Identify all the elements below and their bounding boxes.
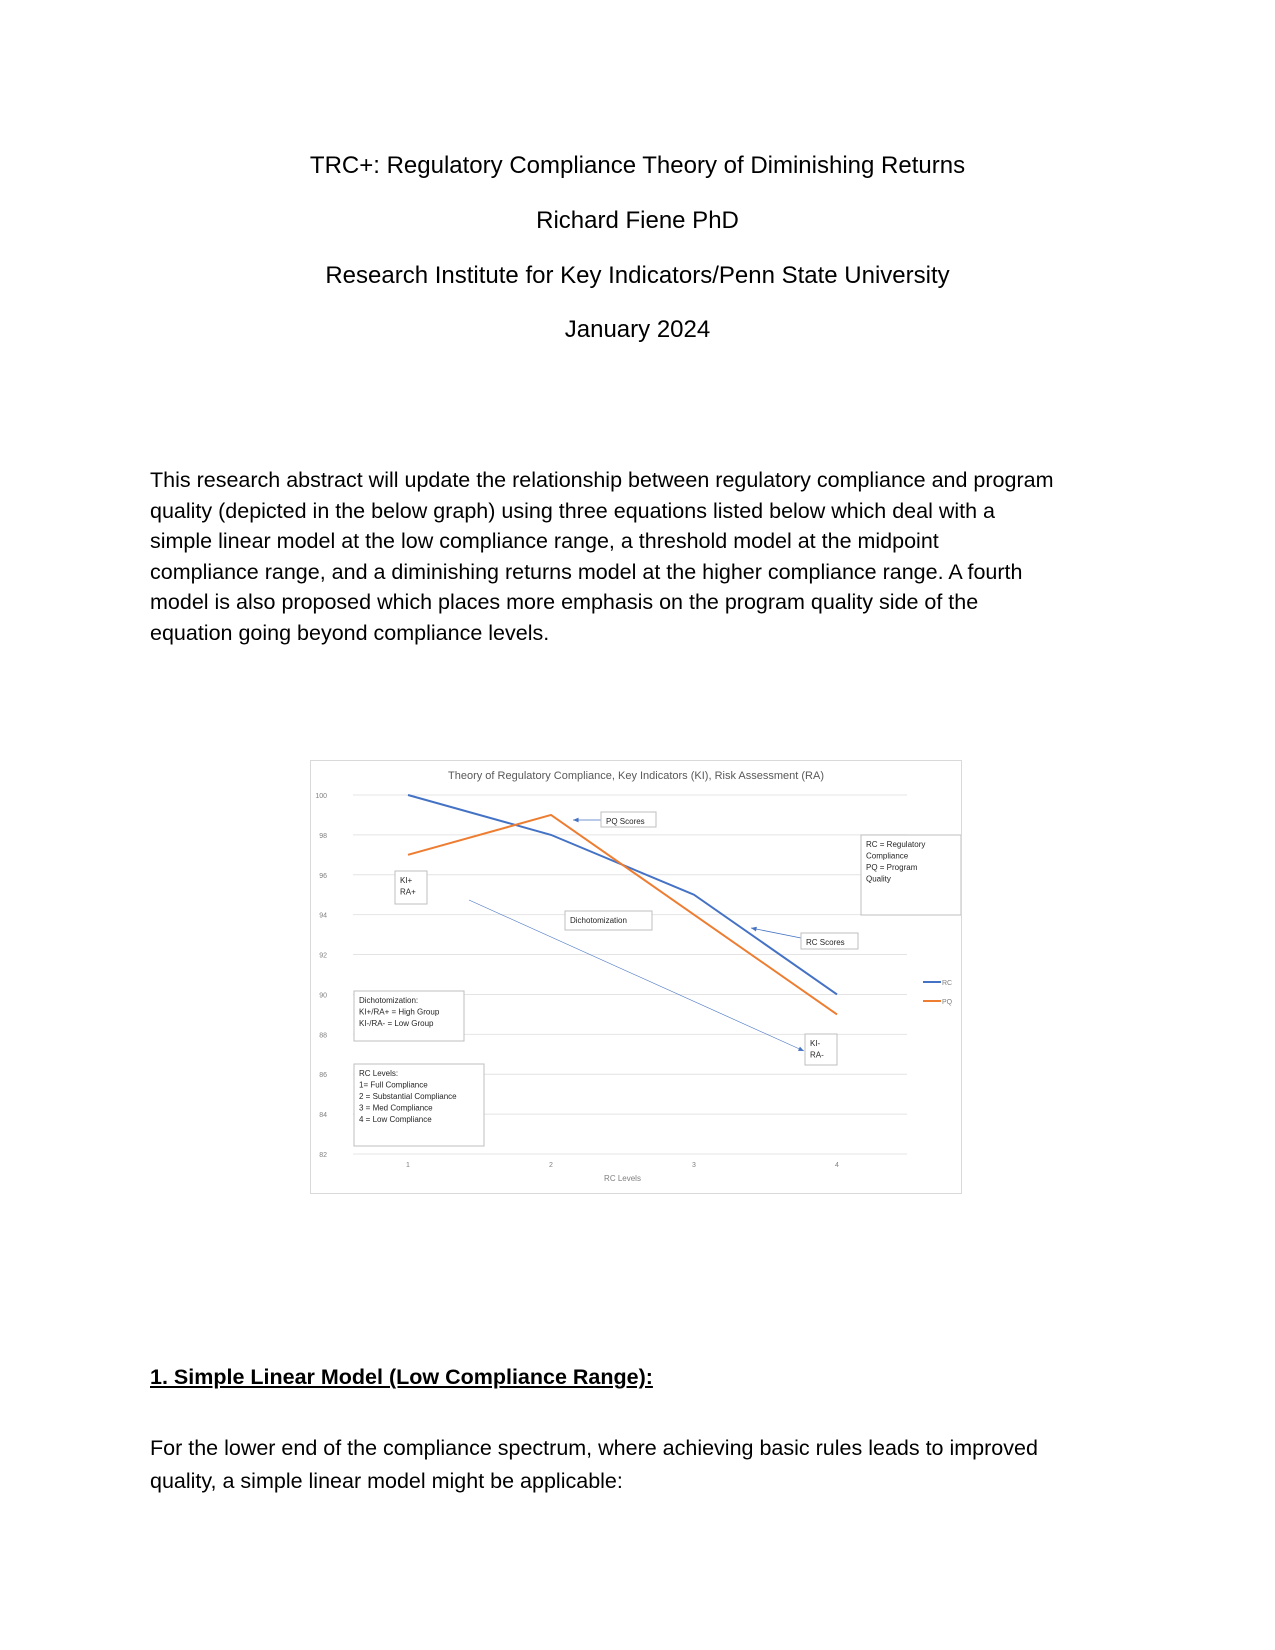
- x-tick-label: 1: [406, 1162, 410, 1169]
- dichotomization-box-text: KI+/RA+ = High Group: [359, 1007, 440, 1017]
- y-tick-label: 94: [319, 912, 327, 920]
- definitions-box-text: RC = Regulatory: [866, 840, 926, 849]
- ki-plus-label-text: KI+: [400, 876, 413, 885]
- document-title: TRC+: Regulatory Compliance Theory of Diminishing Returns: [309, 152, 966, 179]
- pq-scores-label-text: PQ Scores: [606, 817, 645, 826]
- definitions-box-text: Compliance: [866, 851, 909, 861]
- y-tick-label: 84: [319, 1112, 327, 1120]
- abstract-line: model is also proposed which places more emphasis on the program quality side of the: [150, 590, 979, 614]
- x-tick-label: 4: [835, 1162, 839, 1169]
- affiliation: Research Institute for Key Indicators/Penn State University: [325, 262, 950, 289]
- chart-canvas: [311, 761, 961, 1193]
- rc-levels-box-text: 3 = Med Compliance: [359, 1103, 433, 1113]
- dichotomization-label-text: Dichotomization: [570, 916, 627, 925]
- x-axis-label: RC Levels: [604, 1174, 641, 1183]
- abstract-line: equation going beyond compliance levels.: [150, 620, 550, 645]
- rc-levels-box-text: 2 = Substantial Compliance: [359, 1092, 457, 1101]
- abstract-paragraph: [150, 465, 1140, 648]
- chart-title: Theory of Regulatory Compliance, Key Indicators (KI), Risk Assessment (RA): [448, 770, 824, 782]
- section-heading: 1. Simple Linear Model (Low Compliance Range):: [150, 1365, 653, 1389]
- legend-label-pq: PQ: [942, 999, 953, 1006]
- rc-arrow-head: [751, 927, 757, 932]
- rc-levels-box-text: 4 = Low Compliance: [359, 1115, 432, 1124]
- y-tick-label: 96: [319, 872, 327, 880]
- rc-levels-box-text: RC Levels:: [359, 1069, 399, 1078]
- author: Richard Fiene PhD: [536, 207, 739, 234]
- abstract-line: This research abstract will update the relationship between regulatory compliance and program: [150, 468, 1054, 492]
- dichotomization-box-text: Dichotomization:: [359, 996, 419, 1005]
- section-line: For the lower end of the compliance spectrum, where achieving basic rules leads to improved: [150, 1436, 1038, 1460]
- y-tick-label: 90: [319, 992, 327, 1000]
- abstract-line: compliance range, and a diminishing returns model at the higher compliance range. A fourth: [150, 559, 1023, 584]
- section-line: quality, a simple linear model might be applicable:: [150, 1469, 623, 1493]
- y-tick-label: 92: [319, 952, 327, 960]
- y-tick-label: 98: [319, 832, 327, 840]
- rc-scores-label-text: RC Scores: [806, 938, 845, 947]
- abstract-line: quality (depicted in the below graph) using three equations listed below which deal with a: [150, 498, 995, 523]
- abstract-line: simple linear model at the low compliance range, a threshold model at the midpoint: [150, 529, 939, 553]
- x-tick-label: 2: [549, 1162, 553, 1169]
- y-tick-label: 88: [319, 1032, 327, 1040]
- x-tick-label: 3: [692, 1162, 696, 1169]
- date: January 2024: [564, 316, 711, 343]
- ki-minus-label-text: RA-: [810, 1050, 824, 1060]
- ki-plus-label-text: RA+: [400, 887, 416, 897]
- definitions-box-text: PQ = Program: [866, 863, 918, 872]
- line-chart: [310, 760, 962, 1194]
- rc-levels-box-text: 1= Full Compliance: [359, 1080, 428, 1090]
- pq-arrow-head: [573, 818, 579, 823]
- dichotomization-box-text: KI-/RA- = Low Group: [359, 1019, 434, 1028]
- ki-minus-label-text: KI-: [810, 1039, 821, 1048]
- y-tick-label: 100: [315, 793, 327, 800]
- rc-arrow: [751, 928, 801, 938]
- definitions-box-text: Quality: [866, 874, 891, 884]
- y-tick-label: 82: [319, 1152, 327, 1159]
- section-body: [150, 1432, 1140, 1498]
- legend-label-rc: RC: [942, 980, 953, 987]
- y-tick-label: 86: [319, 1072, 327, 1080]
